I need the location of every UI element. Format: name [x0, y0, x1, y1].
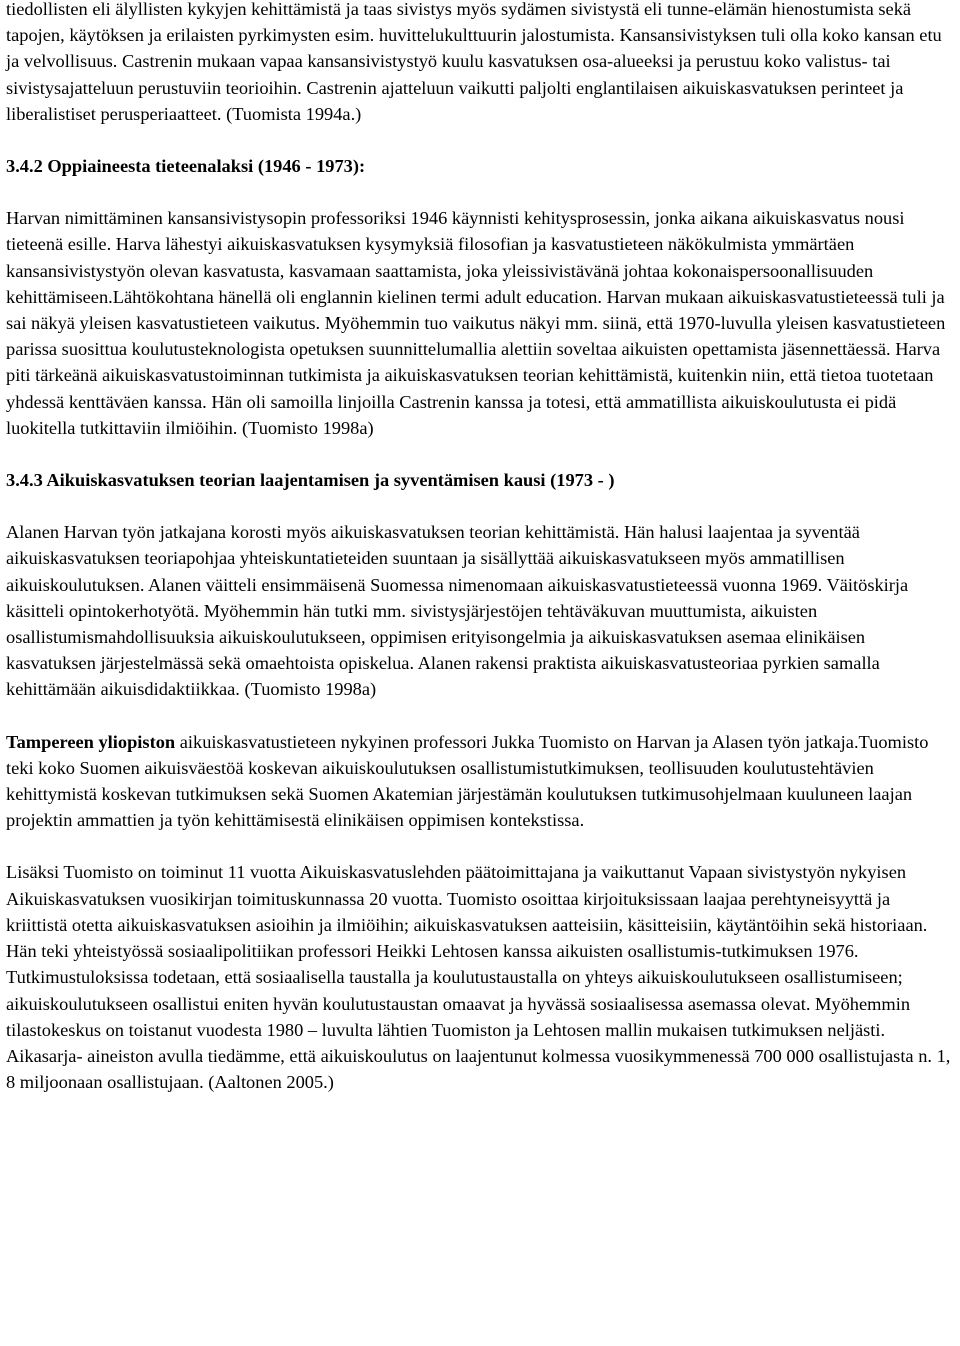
- sentence: Myöhemmin tilastokeskus on toistanut vuodesta 1980 – luvulta lähtien Tuomiston ja Lehtosen mallin mukaisen tutkimuksen neljästi.: [6, 993, 911, 1040]
- sentence: aikuiskasvatustieteen nykyinen professori Jukka Tuomisto on Harvan ja Alasen työn jatkaja.: [179, 731, 859, 752]
- tuomisto-details-paragraph: [6, 859, 954, 1095]
- sentence: Hän teki yhteistyössä sosiaalipolitiikan professori Heikki Lehtosen kanssa aikuisten osallistumis-tutkimuksen 1976.: [6, 941, 859, 962]
- sentence: Castrenin ajatteluun vaikutti paljolti englantilaisen aikuiskasvatuksen perinteet ja liberalistiset perusperiaatteet. (Tuomista 1994a.): [6, 77, 904, 124]
- sentence: tiedollisten eli älyllisten kykyjen kehittämistä ja taas sivistys myös sydämen sivistystä eli tunne-elämän hienostumista sekä tapojen, käytöksen ja erilaisten pyrkimysten esim. huvittelukulttuurin jalostumista.: [6, 0, 912, 46]
- harva-paragraph: [6, 205, 954, 441]
- sentence: Väitöskirja käsitteli opintokerhotyötä.: [6, 574, 909, 621]
- sentence: Lähtökohtana hänellä oli englannin kielinen termi adult education.: [112, 286, 602, 307]
- intro-paragraph: [6, 0, 954, 127]
- sentence: Alanen Harvan työn jatkajana korosti myös aikuiskasvatuksen teorian kehittämistä.: [6, 522, 620, 543]
- sentence: Hän halusi laajentaa ja syventää aikuiskasvatuksen teoriapohjaa yhteiskuntatieteiden suuntaan ja sisällyttää aikuiskasvatukseen myös ammatillisen aikuiskoulutuksen.: [6, 522, 860, 595]
- spacer: [6, 127, 954, 153]
- sentence: Myöhemmin hän tutki mm. sivistysjärjestöjen tehtäväkuvan muuttumista, aikuisten osallistumismahdollisuuksia aikuiskoulutukseen, oppimisen erityisongelmia ja aikuiskasvatuksen asemaa elinikäisen kasvatuksen järjestelmässä sekä omaehtoista opiskelua.: [6, 600, 866, 674]
- sentence: Alanen rakensi praktista aikuiskasvatusteoriaa pyrkien samalla kehittämään aikuisdidaktiikkaa. (Tuomisto 1998a): [6, 653, 880, 700]
- sentence: Kansansivistyksen tuli olla koko kansan etu ja velvollisuus.: [6, 25, 942, 72]
- spacer: [6, 493, 954, 519]
- tuomisto-paragraph: [6, 729, 954, 834]
- sentence: Myöhemmin tuo vaikutus näkyi mm. siinä, että 1970-luvulla yleisen kasvatustieteen parissa suosittua koulutusteknologista opetuksen suunnittelumallia alettiin soveltaa aikuisten opettamista jäsennettäessä.: [6, 313, 946, 360]
- spacer: [6, 179, 954, 205]
- sentence: Harva lähestyi aikuiskasvatuksen kysymyksiä filosofian ja kasvatustieteen näkökulmista ymmärtäen kansansivistystyön olevan kasvatusta, kasvamaan saattamista, joka yleissivistävänä johtaa kokonaispersoonallisuuden kehittämiseen.: [6, 234, 874, 307]
- sentence: Harvan mukaan aikuiskasvatustieteessä tuli ja sai näkyä yleisen kasvatustieteen vaikutus.: [6, 286, 945, 334]
- spacer: [6, 441, 954, 467]
- sentence: Castrenin mukaan vapaa kansansivistystyö kuulu kasvatuksen osa-alueeksi ja perustuu koko valistus- tai sivistysajatteluun perustuviin teorioihin.: [6, 51, 891, 98]
- sentence: Alanen väitteli ensimmäisenä Suomessa nimenomaan aikuiskasvatustieteessä vuonna 1969.: [148, 574, 823, 595]
- sentence: Harva piti tärkeänä aikuiskasvatustoiminnan tutkimista ja aikuiskasvatuksen teorian kehittämistä, kuitenkin niin, että tietoa tuotetaan yhdessä kenttäväen kanssa.: [6, 339, 941, 412]
- spacer: [6, 703, 954, 729]
- section-heading-3-4-3: 3.4.3 Aikuiskasvatuksen teorian laajentamisen ja syventämisen kausi (1973 - ): [6, 470, 615, 491]
- sentence: Lisäksi Tuomisto on toiminut 11 vuotta Aikuiskasvatuslehden päätoimittajana ja vaikuttanut Vapaan sivistystyön nykyisen Aikuiskasvatuksen vuosikirjan toimituskunnassa 20 vuotta.: [6, 862, 907, 909]
- spacer: [6, 833, 954, 859]
- sentence: Hän oli samoilla linjoilla Castrenin kanssa ja totesi, että ammatillista aikuiskoulutusta ei pidä luokitella tutkittaviin ilmiöihin. (Tuomisto 1998a): [6, 391, 897, 438]
- sentence: Harvan nimittäminen kansansivistysopin professoriksi 1946 käynnisti kehitysprosessin, jonka aikana aikuiskasvatus nousi tieteenä esille.: [6, 208, 905, 255]
- section-heading-3-4-2: 3.4.2 Oppiaineesta tieteenalaksi (1946 - 1973):: [6, 156, 366, 177]
- sentence: Tutkimustuloksissa todetaan, että sosiaalisella taustalla ja koulutustaustalla on yhteys aikuiskoulutukseen osallistumiseen; aikuiskoulutukseen osallistui eniten hyvän koulutustaustan omaavat ja hyvässä sosiaalisessa asemassa olevat.: [6, 967, 903, 1014]
- sentence: Tuomisto teki koko Suomen aikuisväestöä koskevan aikuiskoulutuksen osallistumistutkimuksen, teollisuuden koulutustehtävien kehittymistä koskevan tutkimuksen sekä Suomen Akatemian järjestämän koulutuksen tutkimusohjelmaan kuuluneen laajan projektin ammattien ja työn kehittämisestä elinikäisen oppimisen kontekstissa.: [6, 731, 929, 831]
- sentence: Tuomisto osoittaa kirjoituksissaan laajaa perehtyneisyyttä ja kriittistä otetta aikuiskasvatuksen asioihin ja ilmiöihin; aikuiskasvatuksen aatteisiin, käsitteisiin, käytäntöihin sekä historiaan.: [6, 888, 928, 935]
- sentence: Aikasarja- aineiston avulla tiedämme, että aikuiskoulutus on laajentunut kolmessa vuosikymmenessä 700 000 osallistujasta n. 1, 8 miljoonaan osallistujaan. (Aaltonen 2005.): [6, 1045, 951, 1093]
- university-name: Tampereen yliopiston: [6, 731, 176, 752]
- alanen-paragraph: [6, 519, 954, 702]
